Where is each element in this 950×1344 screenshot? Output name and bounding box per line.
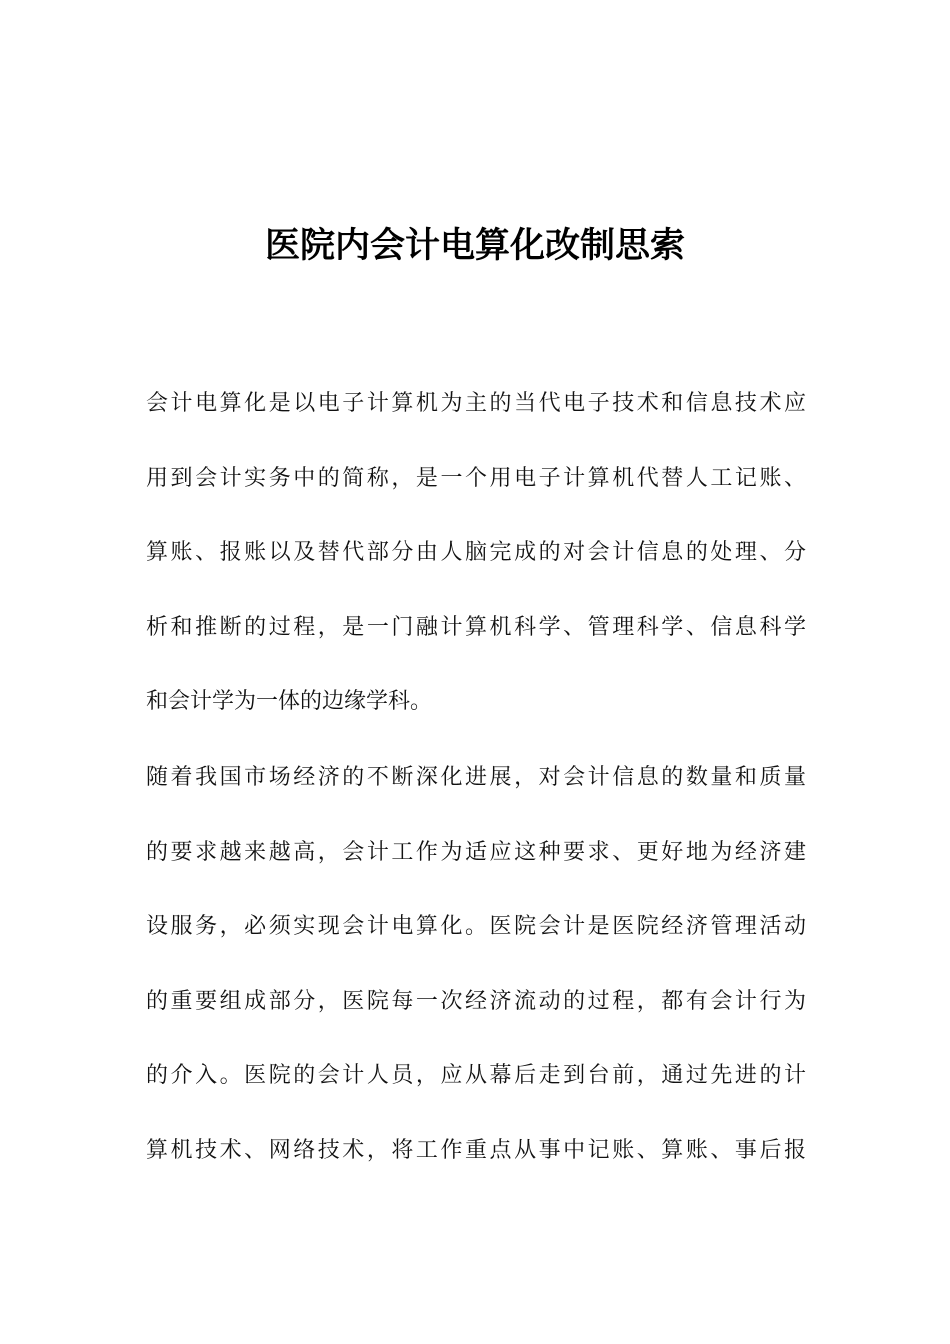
paragraph-line: 的要求越来越高，会计工作为适应这种要求、更好地为经济建 [146,839,806,865]
document-title: 医院内会计电算化改制思索 [264,226,685,266]
paragraph-line: 设服务，必须实现会计电算化。医院会计是医院经济管理活动 [146,914,806,939]
paragraph-line: 算机技术、网络技术，将工作重点从事中记账、算账、事后报 [146,1137,806,1163]
paragraph-line: 用到会计实务中的简称，是一个用电子计算机代替人工记账、 [146,465,806,491]
paragraph-line: 析和推断的过程，是一门融计算机科学、管理科学、信息科学 [146,614,806,640]
paragraph-line: 的介入。医院的会计人员，应从幕后走到台前，通过先进的计 [146,1063,806,1088]
paragraph-2 [146,741,806,1188]
paragraph-line: 算账、报账以及替代部分由人脑完成的对会计信息的处理、分 [146,540,806,565]
paragraph-line: 的重要组成部分，医院每一次经济流动的过程，都有会计行为 [146,988,806,1014]
paragraph-line: 随着我国市场经济的不断深化进展，对会计信息的数量和质量 [146,765,806,790]
paragraph-line: 和会计学为一体的边缘学科。 [146,689,433,714]
paragraph-line: 会计电算化是以电子计算机为主的当代电子技术和信息技术应 [146,391,806,416]
paragraph-1 [146,367,806,740]
